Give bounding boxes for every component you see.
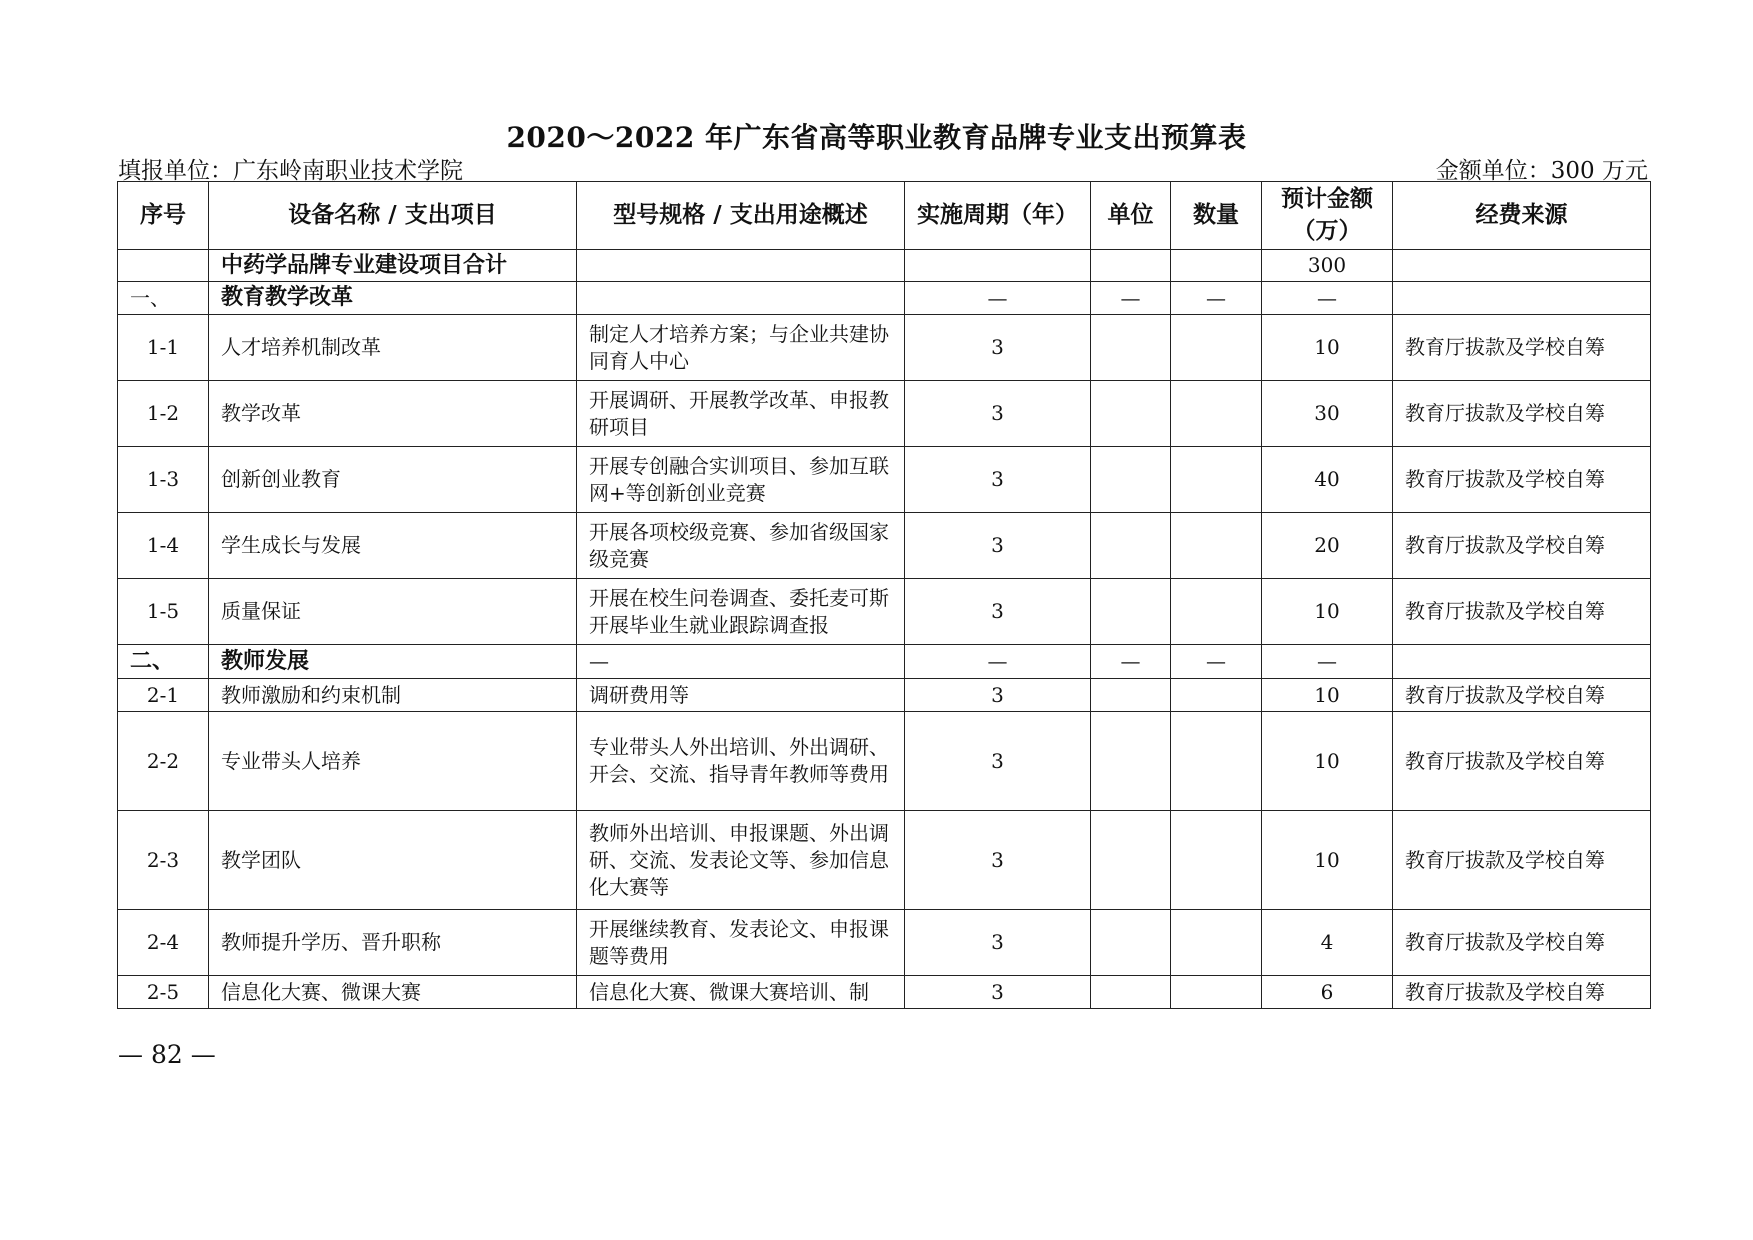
row-no: 2-3 — [118, 811, 209, 910]
row-source: 教育厅拔款及学校自筹 — [1393, 679, 1651, 712]
row-purpose: 开展专创融合实训项目、参加互联网+等创新创业竞赛 — [577, 447, 905, 513]
row-source: 教育厅拔款及学校自筹 — [1393, 315, 1651, 381]
row-no: 1-2 — [118, 381, 209, 447]
row-no: 2-4 — [118, 910, 209, 976]
row-name: 教学团队 — [209, 811, 577, 910]
section-dash: — — [1262, 645, 1393, 679]
section-dash: — — [1171, 645, 1262, 679]
table-row — [118, 513, 1651, 579]
section-dash: — — [1262, 282, 1393, 315]
row-purpose: 开展调研、开展教学改革、申报教研项目 — [577, 381, 905, 447]
section-row — [118, 645, 1651, 679]
total-amount: 300 — [1262, 250, 1393, 282]
header-unit: 单位 — [1091, 182, 1171, 250]
row-amount: 10 — [1262, 712, 1393, 811]
row-no: 2-5 — [118, 976, 209, 1009]
row-source: 教育厅拔款及学校自筹 — [1393, 579, 1651, 645]
row-amount: 10 — [1262, 679, 1393, 712]
row-source: 教育厅拔款及学校自筹 — [1393, 712, 1651, 811]
row-no: 1-5 — [118, 579, 209, 645]
section-row — [118, 282, 1651, 315]
row-amount: 6 — [1262, 976, 1393, 1009]
row-source: 教育厅拔款及学校自筹 — [1393, 910, 1651, 976]
row-purpose: 调研费用等 — [577, 679, 905, 712]
section-no: 二、 — [118, 645, 209, 679]
header-amount: 预计金额（万） — [1262, 182, 1393, 250]
header-qty: 数量 — [1171, 182, 1262, 250]
row-name: 信息化大赛、微课大赛 — [209, 976, 577, 1009]
row-period: 3 — [905, 513, 1091, 579]
row-period: 3 — [905, 381, 1091, 447]
section-name: 教育教学改革 — [209, 282, 577, 315]
row-name: 质量保证 — [209, 579, 577, 645]
row-purpose: 专业带头人外出培训、外出调研、开会、交流、指导青年教师等费用 — [577, 712, 905, 811]
reporting-unit: 填报单位：广东岭南职业技术学院 — [118, 158, 463, 184]
row-name: 教师提升学历、晋升职称 — [209, 910, 577, 976]
row-period: 3 — [905, 315, 1091, 381]
row-purpose: 开展在校生问卷调查、委托麦可斯开展毕业生就业跟踪调查报 — [577, 579, 905, 645]
header-period: 实施周期（年） — [905, 182, 1091, 250]
row-purpose: 制定人才培养方案；与企业共建协同育人中心 — [577, 315, 905, 381]
row-amount: 4 — [1262, 910, 1393, 976]
section-dash: — — [1171, 282, 1262, 315]
row-source: 教育厅拔款及学校自筹 — [1393, 513, 1651, 579]
table-row — [118, 712, 1651, 811]
row-source: 教育厅拔款及学校自筹 — [1393, 381, 1651, 447]
table-row — [118, 447, 1651, 513]
budget-table — [117, 181, 1651, 1009]
total-name: 中药学品牌专业建设项目合计 — [209, 250, 577, 282]
row-period: 3 — [905, 976, 1091, 1009]
section-dash: — — [1091, 282, 1171, 315]
row-period: 3 — [905, 447, 1091, 513]
row-purpose: 开展各项校级竞赛、参加省级国家级竞赛 — [577, 513, 905, 579]
row-period: 3 — [905, 579, 1091, 645]
row-no: 1-4 — [118, 513, 209, 579]
header-name: 设备名称 / 支出项目 — [209, 182, 577, 250]
row-period: 3 — [905, 910, 1091, 976]
row-name: 专业带头人培养 — [209, 712, 577, 811]
section-dash: — — [905, 645, 1091, 679]
table-row — [118, 910, 1651, 976]
page-number: — 82 — — [118, 1040, 216, 1069]
row-purpose: 信息化大赛、微课大赛培训、制 — [577, 976, 905, 1009]
section-dash: — — [1091, 645, 1171, 679]
row-amount: 30 — [1262, 381, 1393, 447]
row-amount: 20 — [1262, 513, 1393, 579]
row-no: 2-1 — [118, 679, 209, 712]
amount-unit: 金额单位：300 万元 — [1435, 158, 1648, 184]
row-amount: 10 — [1262, 579, 1393, 645]
header-no: 序号 — [118, 182, 209, 250]
page-title: 2020～2022 年广东省高等职业教育品牌专业支出预算表 — [506, 121, 1247, 154]
header-source: 经费来源 — [1393, 182, 1651, 250]
row-purpose: 开展继续教育、发表论文、申报课题等费用 — [577, 910, 905, 976]
row-no: 1-3 — [118, 447, 209, 513]
row-source: 教育厅拔款及学校自筹 — [1393, 976, 1651, 1009]
section-dash: — — [577, 645, 905, 679]
row-name: 创新创业教育 — [209, 447, 577, 513]
row-period: 3 — [905, 811, 1091, 910]
total-row — [118, 250, 1651, 282]
header-row — [118, 182, 1651, 250]
row-amount: 10 — [1262, 811, 1393, 910]
header-spec: 型号规格 / 支出用途概述 — [577, 182, 905, 250]
row-name: 学生成长与发展 — [209, 513, 577, 579]
row-period: 3 — [905, 679, 1091, 712]
row-no: 2-2 — [118, 712, 209, 811]
section-name: 教师发展 — [209, 645, 577, 679]
row-name: 人才培养机制改革 — [209, 315, 577, 381]
row-period: 3 — [905, 712, 1091, 811]
row-name: 教学改革 — [209, 381, 577, 447]
table-row — [118, 811, 1651, 910]
table-row — [118, 579, 1651, 645]
section-dash: — — [905, 282, 1091, 315]
row-name: 教师激励和约束机制 — [209, 679, 577, 712]
table-row — [118, 381, 1651, 447]
table-row — [118, 315, 1651, 381]
row-purpose: 教师外出培训、申报课题、外出调研、交流、发表论文等、参加信息化大赛等 — [577, 811, 905, 910]
table-row — [118, 679, 1651, 712]
section-no: 一、 — [118, 282, 209, 315]
row-no: 1-1 — [118, 315, 209, 381]
row-source: 教育厅拔款及学校自筹 — [1393, 811, 1651, 910]
row-amount: 10 — [1262, 315, 1393, 381]
row-source: 教育厅拔款及学校自筹 — [1393, 447, 1651, 513]
table-row — [118, 976, 1651, 1009]
row-amount: 40 — [1262, 447, 1393, 513]
